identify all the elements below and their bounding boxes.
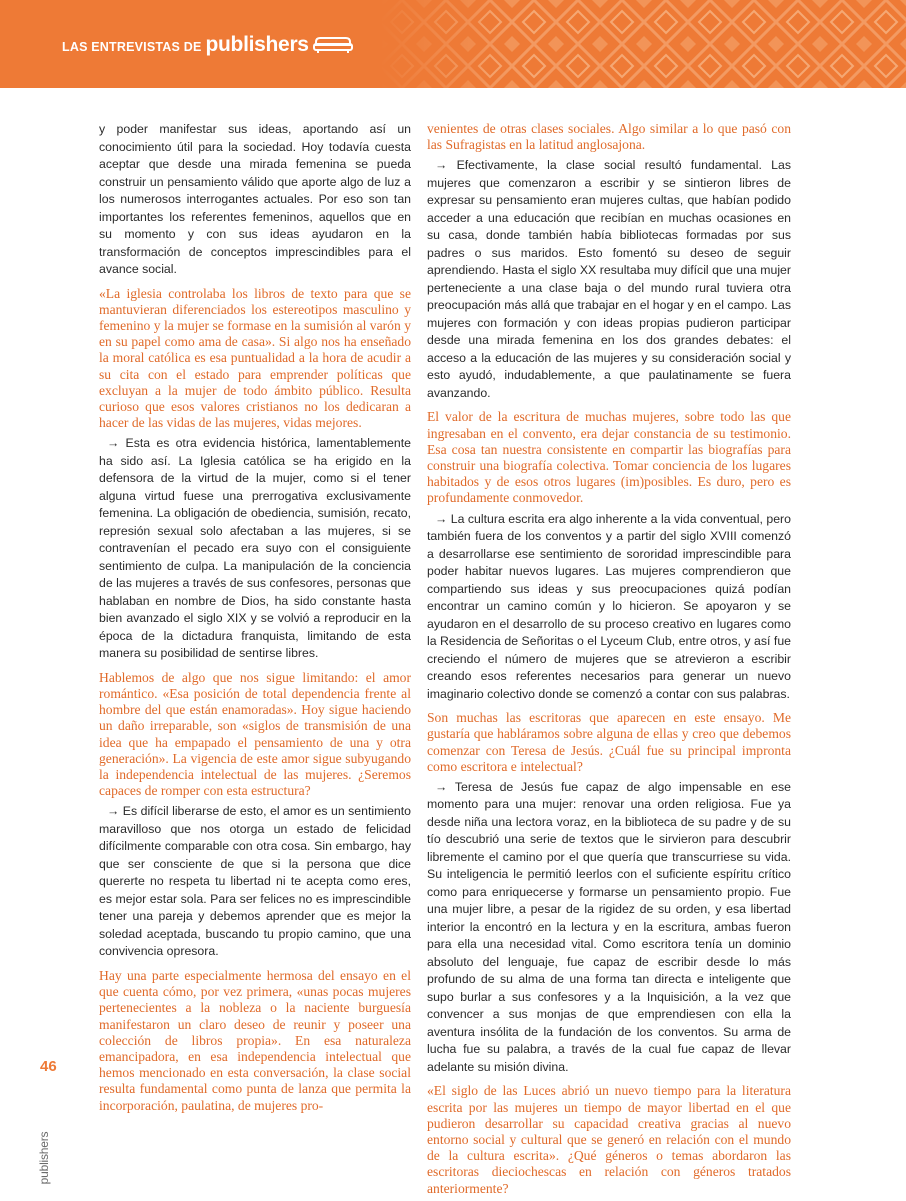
interview-answer <box>427 157 791 402</box>
answer-text: Efectivamente, la clase social resultó fundamental. Las mujeres que comenzaron a escribir y se sintieron libres de expresar su pensamiento eran mujeres cultas, que habían podido acceder a una educación que recibían en muchas ocasiones en su casa, donde también había bibliotecas formadas por sus padres o sus maridos. Esto fomentó su deseo de seguir aprendiendo. Hasta el siglo XX resultaba muy difícil que una mujer perteneciente a una clase baja o del mundo rural tuviera otra preocupación más allá que trabajar en el hogar y en el campo. Las mujeres con formación y con ideas propias pudieron participar desde una mirada femenina en los dos grandes debates: el acceso a la educación de las mujeres y su consideración social y esto ayudó, indudablemente, a que paulatinamente se fuera avanzando. <box>427 158 791 400</box>
footer-brand-text: publishers <box>37 1131 51 1185</box>
body-paragraph: y poder manifestar sus ideas, aportando así un conocimiento útil para la sociedad. Hoy todavía cuesta aceptar que desde una mirada femenina se pueda construir un pensamiento válido que aporte algo de luz a los numerosos interrogantes actuales. Por eso son tan importantes los referentes femeninos, aquellos que en su momento y con sus ideas ayudaron en la transformación de conceptos imprescindibles para el avance social. <box>99 122 411 276</box>
geometric-pattern-icon <box>380 0 906 88</box>
interview-question: Son muchas las escritoras que aparecen en este ensayo. Me gustaría que habláramos sobre alguna de ellas y creo que debemos comenzar con Teresa de Jesús. ¿Cuál fue su principal impronta como escritora e intelectual? <box>427 710 791 774</box>
footer-brand-logo <box>36 1128 52 1188</box>
interview-answer <box>427 511 791 704</box>
arrow-icon: → <box>107 804 120 819</box>
answer-text: La cultura escrita era algo inherente a la vida conventual, pero también fuera de los conventos y a partir del siglo XVIII comenzó a desarrollarse ese sentimiento de sororidad imprescindible para poder habitar nuevos lugares. Las mujeres comprendieron que compartiendo sus ideas y sus preocupaciones quizá podían encontrar un camino común y lo hicieron. Se apoyaron y se ayudaron en el desarrollo de su proceso creativo en lugares como la Residencia de Señoritas o el Lyceum Club, entre otros, y así fue creciendo el número de mujeres que se atrevieron a escribir creando esos referentes necesarios para generar un nuevo imaginario colectivo donde se comenzó a contar con sus palabras. <box>427 511 791 701</box>
interview-question: El valor de la escritura de muchas mujeres, sobre todo las que ingresaban en el convento, era dejar constancia de su testimonio. Esa cosa tan nuestra consistente en compartir las biografías para construir una biografía colectiva. Tomar conciencia de los lugares habitados y de esos otros lugares (im)posibles. Es duro, pero es profundamente conmovedor. <box>427 409 791 506</box>
left-column <box>99 121 411 1118</box>
arrow-icon: → <box>435 779 448 794</box>
arrow-icon: → <box>435 158 448 173</box>
interview-question: venientes de otras clases sociales. Algo similar a lo que pasó con las Sufragistas en la latitud anglosajona. <box>427 121 791 153</box>
answer-text: Esta es otra evidencia histórica, lamentablemente ha sido así. La Iglesia católica se ha erigido en la defensora de la virtud de la mujer, como si el tener alguna virtud fuese una prerrogativa exclusivamente femenina. La obligación de obediencia, sumisión, recato, represión sexual solo afectaban a las mujeres, si se contravenían el pecado era suyo con el consiguiente sentimiento de culpa. La manipulación de la conciencia de las mujeres a través de sus confesores, personas que hablaban en nombre de Dios, ha sido constante hasta bien avanzado el siglo XIX y se volvió a reproducir en la época de la dictadura franquista, limitando de esta manera su posibilidad de sentirse libres. <box>99 436 411 661</box>
brand-logo: publishers <box>205 33 309 56</box>
interview-answer <box>99 435 411 663</box>
interview-answer <box>427 779 791 1077</box>
page-header <box>0 0 906 88</box>
right-column <box>427 121 791 1201</box>
interview-question: «El siglo de las Luces abrió un nuevo tiempo para la literatura escrita por las mujeres un tiempo de mayor libertad en el que pudieron desarrollar su capacidad creativa gracias al nuevo entorno social y cultural que se generó en relación con el mundo de la cultura escrita». ¿Qué géneros o temas abordaron las escritoras dieciochescas en relación con géneros tratados anteriormente? <box>427 1083 791 1196</box>
interview-question: «La iglesia controlaba los libros de texto para que se mantuvieran diferenciados los estereotipos masculino y femenino y la mujer se formase en la sumisión al varón y en su papel como ama de casa». Si algo nos ha enseñado la moral católica es esa puntualidad a la hora de acudir a su cita con el estado para emprender políticas que excluyan a la mujer de todo ámbito público. Resulta curioso que esos valores cristianos no los dedicaran a hacer de las vidas de las mujeres, vidas mejores. <box>99 285 411 431</box>
interview-answer <box>99 803 411 961</box>
arrow-icon: → <box>107 436 120 451</box>
sofa-icon <box>313 36 353 54</box>
arrow-icon: → <box>435 511 448 526</box>
answer-text: Es difícil liberarse de esto, el amor es un sentimiento maravilloso que nos otorga un estado de felicidad difícilmente comparable con otra cosa. Sin embargo, hay que ser consciente de que si la persona que dice quererte no respeta tu libertad ni te acepta como eres, es mejor estar sola. Para ser felices no es imprescindible tener una pareja y debemos aprender que es mejor la soledad aceptada, buscando tu propio camino, que una convivencia opresora. <box>99 804 412 959</box>
interview-question: Hablemos de algo que nos sigue limitando: el amor romántico. «Esa posición de total dependencia frente al hombre del que están enamoradas». Hoy sigue haciendo un daño irreparable, son «siglos de transmisión de una idea que ha empapado el pensamiento de una y otra generación». La vigencia de este amor sigue subyugando la independencia intelectual de las mujeres. ¿Seremos capaces de romper con esta estructura? <box>99 669 411 799</box>
page-number: 46 <box>40 1058 57 1075</box>
answer-text: Teresa de Jesús fue capaz de algo impensable en ese momento para una mujer: renovar una orden religiosa. Fue ya desde niña una lectora voraz, en la biblioteca de su padre y de su tío descubrió una serie de textos que le sirvieron para descubrir libremente el camino por el que quería que transcurriese su vida. Su inteligencia le permitió leerlos con el suficiente espíritu crítico como para enriquecerse y formarse un pensamiento propio. Fue una mujer libre, a pesar de la rigidez de su orden, y esa libertad interior la encontró en la lectura y en la escritura, ambas fueron para ella una necesidad vital. Como escritora tenía un dominio absoluto del lenguaje, fue capaz de escribir desde lo más profundo de su alma de una forma tan directa e inteligente que supo burlar a sus confesores y a la Inquisición, a la vez que convencer a sus monjas de que emprendiesen con ella la aventura insólita de la fundación de los conventos. Su arma de lucha fue su palabra, a través de la cual fue capaz de llevar adelante su misión divina. <box>427 779 791 1074</box>
series-brand <box>62 33 353 57</box>
series-label: LAS ENTREVISTAS DE <box>62 40 202 54</box>
interview-question: Hay una parte especialmente hermosa del ensayo en el que cuenta cómo, por vez primera, «unas pocas mujeres pertenecientes a la nobleza o la naciente burguesía manifestaron un claro deseo de reunir y poseer una colección de libros propia». En esa naturaleza emancipadora, en esa independencia intelectual que hemos mencionado en esta conversación, la clase social resulta fundamental como punta de lanza que permita la incorporación, paulatina, de mujeres pro- <box>99 967 411 1113</box>
